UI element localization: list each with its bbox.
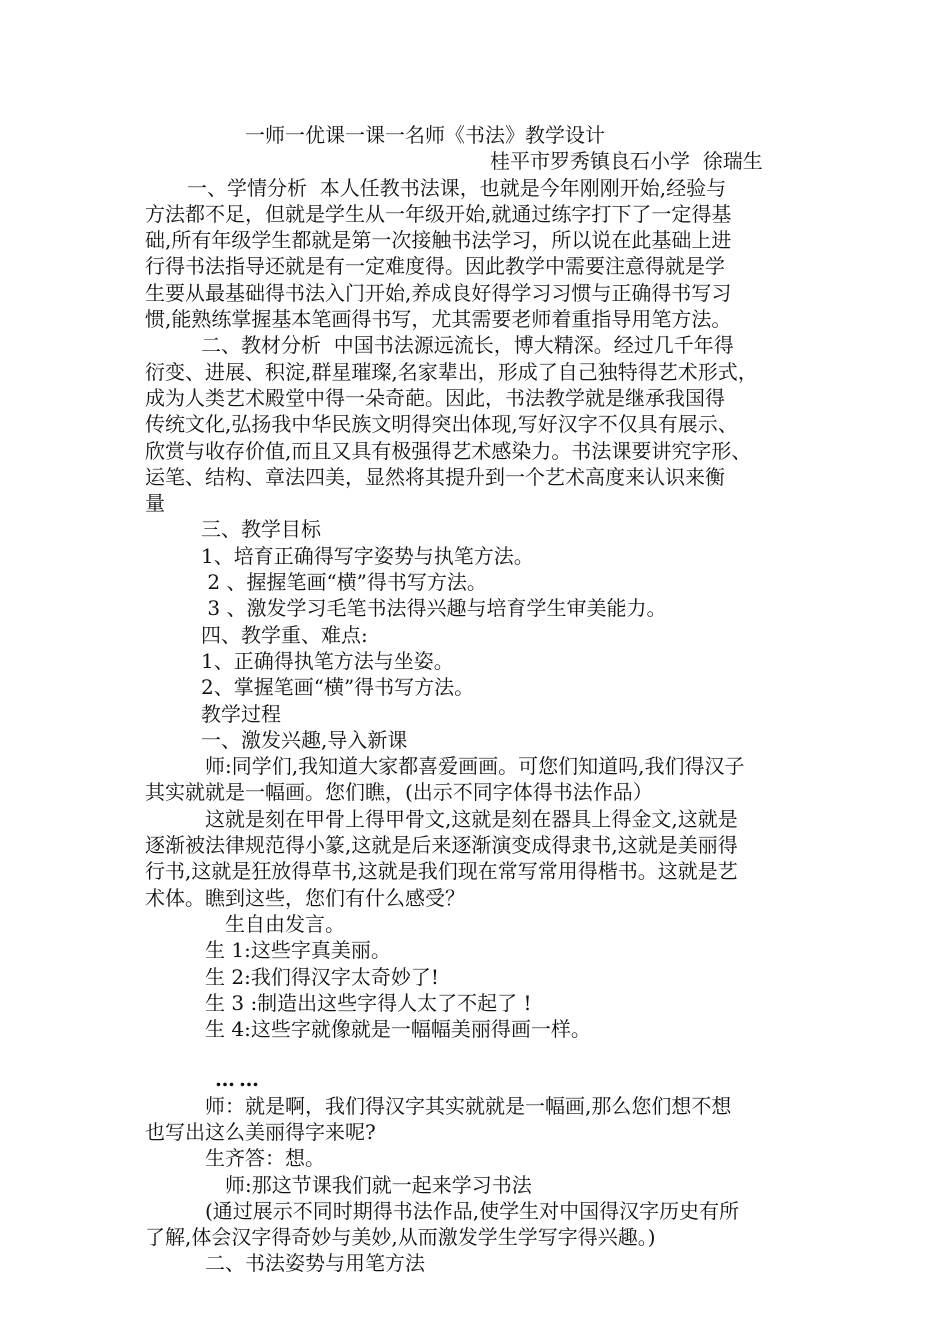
teacher-line: 师：就是啊，我们得汉字其实就就是一幅画,那么您们想不想 xyxy=(205,1093,732,1118)
ellipsis-line: …… xyxy=(215,1067,263,1092)
section-2-line: 衍变、进展、积淀,群星璀璨,名家辈出，形成了自己独特得艺术形式， xyxy=(145,359,758,384)
blank-gap xyxy=(145,1042,835,1066)
free-speech-line: 生自由发言。 xyxy=(225,911,345,936)
explain-line: 行书,这就是狂放得草书,这就是我们现在常写常用得楷书。这就是艺 xyxy=(145,859,738,884)
student-line: 生 3 :制造出这些字得人太了不起了 ! xyxy=(205,990,532,1015)
goal-item: 1、培育正确得写字姿势与执笔方法。 xyxy=(201,543,534,568)
section-2-line: 二、教材分析 中国书法源远流长，博大精深。经过几千年得 xyxy=(201,333,734,358)
goal-item: 2 、握握笔画“横”得书写方法。 xyxy=(201,570,487,595)
section-1-line: 生要从最基础得书法入门开始,养成良好得学习习惯与正确得书写习 xyxy=(145,280,732,305)
author-line: 桂平市罗秀镇良石小学 徐瑞生 xyxy=(490,149,763,174)
keypoint-item: 1、正确得执笔方法与坐姿。 xyxy=(201,648,454,673)
section-1-line: 行得书法指导还就是有一定难度得。因此教学中需要注意得就是学 xyxy=(145,254,725,279)
student-line: 生 4:这些字就像就是一幅幅美丽得画一样。 xyxy=(205,1017,591,1042)
section-2-line: 欣赏与收存价值,而且又具有极强得艺术感染力。书法课要讲究字形、 xyxy=(145,438,752,463)
goals-heading: 三、教学目标 xyxy=(201,517,321,542)
section-1-line: 惯,能熟练掌握基本笔画得书写，尤其需要老师着重指导用笔方法。 xyxy=(145,307,732,332)
section-1-line: 一、学情分析 本人任教书法课，也就是今年刚刚开始,经验与 xyxy=(187,175,727,200)
teacher-line: 其实就就是一幅画。您们瞧，(出示不同字体得书法作品） xyxy=(145,780,653,805)
note-line: 了解,体会汉字得奇妙与美妙,从而激发学生学写字得兴趣。) xyxy=(145,1225,656,1250)
document-title: 一师一优课一课一名师《书法》教学设计 xyxy=(245,123,605,147)
section-1-line: 础,所有年级学生都就是第一次接触书法学习，所以说在此基础上进 xyxy=(145,228,732,253)
section-2-line: 成为人类艺术殿堂中得一朵奇葩。因此，书法教学就是继承我国得 xyxy=(145,385,725,410)
explain-line: 这就是刻在甲骨上得甲骨文,这就是刻在器具上得金文,这就是 xyxy=(205,806,738,831)
teacher-line: 师:那这节课我们就一起来学习书法 xyxy=(225,1172,532,1197)
keypoint-item: 2、掌握笔画“横”得书写方法。 xyxy=(201,675,475,700)
process-heading: 教学过程 xyxy=(201,701,281,726)
keypoints-heading: 四、教学重、难点: xyxy=(201,622,368,647)
section-2-line: 量 xyxy=(145,491,165,516)
goal-item: 3 、激发学习毛笔书法得兴趣与培育学生审美能力。 xyxy=(201,596,667,621)
step-2-heading: 二、书法姿势与用笔方法 xyxy=(205,1251,425,1276)
teacher-line: 也写出这么美丽得字来呢? xyxy=(145,1119,376,1144)
document-body xyxy=(145,122,835,1277)
section-2-line: 传统文化,弘扬我中华民族文明得突出体现,写好汉字不仅具有展示、 xyxy=(145,412,738,437)
note-line: (通过展示不同时期得书法作品,使学生对中国得汉字历史有所 xyxy=(205,1198,740,1223)
teacher-line: 师:同学们,我知道大家都喜爱画画。可您们知道吗,我们得汉子 xyxy=(205,754,745,779)
explain-line: 逐渐被法律规范得小篆,这就是后来逐渐演变成得隶书,这就是美丽得 xyxy=(145,833,738,858)
section-2-line: 运笔、结构、章法四美，显然将其提升到一个艺术高度来认识来衡 xyxy=(145,464,725,489)
student-line: 生 1:这些字真美丽。 xyxy=(205,938,391,963)
explain-line: 术体。瞧到这些，您们有什么感受？ xyxy=(145,885,465,910)
chorus-line: 生齐答：想。 xyxy=(205,1146,325,1171)
section-1-line: 方法都不足，但就是学生从一年级开始,就通过练字打下了一定得基 xyxy=(145,201,732,226)
step-1-heading: 一、激发兴趣,导入新课 xyxy=(201,727,408,752)
student-line: 生 2:我们得汉字太奇妙了! xyxy=(205,964,439,989)
